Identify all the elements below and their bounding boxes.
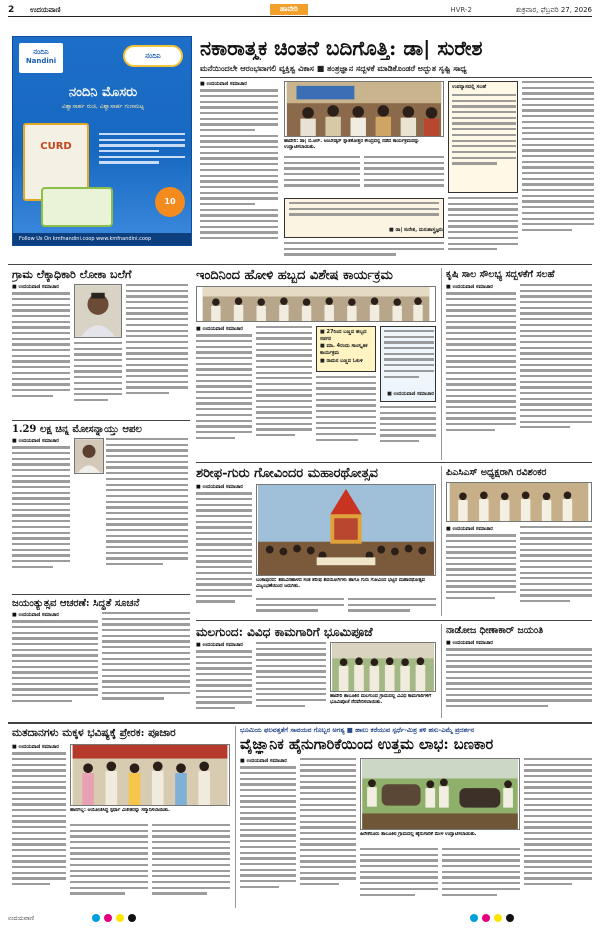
lead-column-6 xyxy=(522,81,594,261)
nandini-badge: ನಂದಿನಿ xyxy=(123,45,183,67)
nadoja-divider xyxy=(441,624,442,718)
children-headline: ಮತದಾನಗಳು ಮಕ್ಕಳ ಭವಿಷ್ಯಕ್ಕೆ ಪ್ರೇರಕ: ಪೂಜಾರ xyxy=(12,727,176,739)
village-headline: ಗ್ರಾಮ ಲೆಕ್ಕಾಧಿಕಾರಿ ಲೋಕಾ ಬಲೆಗೆ xyxy=(12,268,132,281)
holi-dateline: ■ ಉದಯವಾಣಿ ಸಮಾಚಾರ xyxy=(196,326,243,332)
children-photo-caption: ಹಾನಗಲ್ಲ: ಆಯೋಜಿಸಿದ್ದ ಸ್ಪರ್ಧಾ ವಿಜೇತರನ್ನು ಸನ್ಮಾನಿಸಲಾಯಿತು. xyxy=(70,808,170,813)
nadoja-column-1 xyxy=(446,640,592,718)
pcs-column-1 xyxy=(446,526,516,616)
nandini-curd-advertisement xyxy=(12,36,192,246)
krishi-headline: ಕೃಷಿ ಸಾಲ ಸೌಲಭ್ಯ ಸದ್ಬಳಕೆಗೆ ಸಲಹೆ xyxy=(446,269,555,280)
holi-quote-signature: ■ ಉದಯವಾಣಿ ಸಮಾಚಾರ xyxy=(387,391,434,397)
sharif-dateline: ■ ಉದಯವಾಣಿ ಸಮಾಚಾರ xyxy=(196,484,243,490)
pcs-headline: ಪಿಎಸಿಎಸ್ ಅಧ್ಯಕ್ಷರಾಗಿ ರವಿಶಂಕರ xyxy=(446,467,547,478)
holi-column-1 xyxy=(196,326,252,458)
sharif-chariot-photo xyxy=(256,484,436,576)
ad-bullets xyxy=(99,133,185,167)
pcs-photo xyxy=(446,482,592,522)
lead-sidebar-box xyxy=(448,81,518,193)
lead-column-5 xyxy=(448,197,518,261)
malagunda-photo-caption: ಹಾವೇರಿ ತಾಲೂಕಿನ ಮಲಗುಂದ ಗ್ರಾಮದಲ್ಲಿ ವಿವಿಧ ಕಾಮಗಾರಿಗಳಿಗೆ ಭೂಮಿಪೂಜೆ ನೆರವೇರಿಸಲಾಯಿತು. xyxy=(330,694,432,705)
page-folio: ಉದಯವಾಣಿ xyxy=(8,915,35,922)
holi-info-box xyxy=(316,326,376,372)
section-rule-2 xyxy=(196,462,592,463)
fraud-column-1 xyxy=(12,438,70,590)
lead-rule xyxy=(200,77,592,78)
page-header xyxy=(8,3,592,17)
children-dateline: ■ ಉದಯವಾಣಿ ಸಮಾಚಾರ xyxy=(12,744,59,750)
malagunda-photo xyxy=(330,642,436,692)
krishi-divider xyxy=(441,268,442,460)
pcs-column-2 xyxy=(520,526,592,616)
farming-kicker: ಭೂಮಿಯ ಫಲವತ್ತತೆಗೆ ಸಾವಯವ ಗೊಬ್ಬರ ಅಗತ್ಯ ■ ಹಾಲು ಕರೆಯುವ ಸ್ಪರ್ಧೆ-ಮಿಶ್ರ ತಳಿ ಹಸು-ಎಮ್ಮೆ ಪ್ರದರ್ಶನ xyxy=(240,726,475,734)
sharif-headline: ಶರೀಫ-ಗುರು ಗೋವಿಂದರ ಮಹಾರಥೋತ್ಸವ xyxy=(196,466,378,481)
malagunda-column-1 xyxy=(196,642,252,718)
sharif-column-3 xyxy=(348,598,436,618)
farming-column-2 xyxy=(300,758,356,908)
krishi-dateline: ■ ಉದಯವಾಣಿ ಸಮಾಚಾರ xyxy=(446,284,493,290)
farming-photo-caption: ಹಿರೇಕೆರೂರು ತಾಲೂಕಿನ ಗ್ರಾಮದಲ್ಲಿ ಹೈನುಗಾರಿಕೆ ಮೇಳ ಉದ್ಘಾಟಿಸಲಾಯಿತು. xyxy=(360,832,477,837)
fraud-column-2 xyxy=(106,438,188,590)
edition-code: HVR-2 xyxy=(450,6,472,14)
product-name: CURD xyxy=(40,141,72,152)
holi-column-3 xyxy=(316,376,376,458)
page-number: 2 xyxy=(8,5,15,15)
lead-subhead: ಮನೆಯಿಂದಲೇ ಆರಂಭವಾಗಲಿ ವ್ಯಕ್ತಿತ್ವ ವಿಕಾಸ ■ ತಂತ್ರಜ್ಞಾನ ಸದ್ಬಳಕೆ ಮಾಡಿಕೊಂಡರೆ ಅದ್ಭುತ ಸೃಷ್ಟಿ ಸಾಧ್ಯ xyxy=(200,64,467,73)
section-rule-1 xyxy=(8,264,592,265)
village-dateline: ■ ಉದಯವಾಣಿ ಸಮಾಚಾರ xyxy=(12,284,59,290)
children-photo xyxy=(70,744,230,806)
village-column-1 xyxy=(12,284,70,416)
fraud-headline: 1.29 ಲಕ್ಷ ಚಿನ್ನ ಮೋಸನ್ನಾಯ್ತು ಆಪಲ xyxy=(12,424,142,435)
curd-cup-image xyxy=(41,187,113,227)
lead-photo-caption: ಹಾವೇರಿ: ಡಾ| ಬಿ.ಆರ್. ಅಂಬೇಡ್ಕರ್ ಸ್ನಾತಕೋತ್ತರ ಕೇಂದ್ರದಲ್ಲಿ ನಡೆದ ಕಾರ್ಯಕ್ರಮವನ್ನು ಉದ್ಘಾಟಿಸಲಾಯಿತು. xyxy=(284,139,420,150)
lead-quote-box xyxy=(284,198,444,238)
ad-subline: ವಿಶ್ವಾಸಾರ್ಹ ರುಚಿ, ವಿಶ್ವಾಸಾರ್ಹ ಗುಣಮಟ್ಟ xyxy=(61,103,145,110)
children-column-2 xyxy=(70,824,148,908)
ad-tagline: ನಂದಿನಿ ಮೊಸರು xyxy=(68,85,138,100)
holi-box-item-2: ■ ಮಾ. 4ರಂದು ಸಾಂಸ್ಕೃತಿಕ ಕಾರ್ಯಕ್ರಮ xyxy=(320,343,368,356)
holi-headline: ಇಂದಿನಿಂದ ಹೋಳಿ ಹಬ್ಬದ ವಿಶೇಷ ಕಾರ್ಯಕ್ರಮ xyxy=(196,268,393,283)
holi-photo xyxy=(196,286,436,322)
lead-column-3 xyxy=(364,156,444,196)
lead-column-1 xyxy=(200,81,278,261)
farming-column-3 xyxy=(360,848,438,908)
nadoja-headline: ನಾಡೋಜ ಧೀಣಾಕಾರ್ ಜಯಂತಿ xyxy=(446,625,544,636)
lead-column-2 xyxy=(284,156,360,196)
village-column-2 xyxy=(126,284,188,416)
holi-quote-box xyxy=(380,326,436,402)
ad-footer: Follow Us On kmfnandini.coop www.kmfnandini.coop xyxy=(13,233,192,245)
farming-headline: ವೈಜ್ಞಾನಿಕ ಹೈನುಗಾರಿಕೆಯಿಂದ ಉತ್ತಮ ಲಾಭ: ಬಣಕಾರ xyxy=(240,736,494,753)
sharif-column-2 xyxy=(256,598,344,618)
paper-name: ಉದಯವಾಣಿ xyxy=(30,6,61,14)
pcs-divider xyxy=(441,466,442,616)
lead-sidebar-text xyxy=(452,94,516,190)
lead-column-4 xyxy=(284,242,444,262)
farming-column-4 xyxy=(442,848,520,908)
farming-dateline: ■ ಉದಯವಾಣಿ ಸಮಾಚಾರ xyxy=(240,758,287,764)
issue-date: ಶುಕ್ರವಾರ, ಫೆಬ್ರವರಿ 27, 2026 xyxy=(515,6,592,14)
holi-quote-text xyxy=(384,330,434,390)
lead-photo xyxy=(284,81,444,137)
malagunda-dateline: ■ ಉದಯವಾಣಿ ಸಮಾಚಾರ xyxy=(196,642,243,648)
registration-marks xyxy=(0,912,600,924)
holi-column-2 xyxy=(256,326,312,458)
holi-column-4 xyxy=(380,406,436,458)
lead-dateline: ■ ಉದಯವಾಣಿ ಸಮಾಚಾರ xyxy=(200,81,247,87)
children-column-1 xyxy=(12,744,66,908)
lead-sidebar-title: ಉಪನ್ಯಾಸದಲ್ಲಿ ಸಲಹೆ xyxy=(452,84,487,90)
village-column-3 xyxy=(74,342,122,416)
section-rule-3 xyxy=(196,620,592,621)
jayanti-column-2 xyxy=(102,612,190,716)
nadoja-dateline: ■ ಉದಯವಾಣಿ ಸಮಾಚಾರ xyxy=(446,640,493,646)
jayanti-column-1 xyxy=(12,612,98,716)
sharif-photo-caption: ಬಂಕಾಪುರದ: ಶಿಶುವಿನಹಾಳದ ಸಂತ ಶರೀಫ ಶಿವಯೋಗಿಗಳು ಹಾಗೂ ಗುರು ಗೋವಿಂದ ಭಟ್ಟರ ಮಹಾರಥೋತ್ಸವ ವಿಜೃಂಭಣೆಯಿಂದ ಜರುಗಿತು. xyxy=(256,578,425,589)
offer-badge: 10 xyxy=(155,187,185,217)
malagunda-column-2 xyxy=(256,642,326,718)
district-tag: ಹಾವೇರಿ xyxy=(270,4,308,15)
jayanti-rule xyxy=(12,594,190,595)
holi-box-item-1: ■ 27ರಿಂದ ಬಣ್ಣದ ಹಬ್ಬದ ಸಡಗರ xyxy=(320,329,367,342)
holi-box-item-3: ■ ರಾಮನ ಬಣ್ಣದ ಓಕುಳಿ xyxy=(320,358,363,364)
children-column-3 xyxy=(152,824,230,908)
lead-quote-signature: ■ ಡಾ| ಸುರೇಶ, ಮನಃಶಾಸ್ತ್ರಜ್ಞರು xyxy=(389,227,443,233)
lead-quote-text xyxy=(289,202,439,226)
sharif-column-1 xyxy=(196,484,252,618)
village-photo xyxy=(74,284,122,338)
farming-divider xyxy=(235,726,236,908)
farming-photo xyxy=(360,758,520,830)
pcs-dateline: ■ ಉದಯವಾಣಿ ಸಮಾಚಾರ xyxy=(446,526,493,532)
fraud-rule xyxy=(12,420,190,421)
lead-headline: ನಕಾರಾತ್ಮಕ ಚಿಂತನೆ ಬದಿಗೊತ್ತಿ: ಡಾ| ಸುರೇಶ xyxy=(200,36,483,60)
krishi-column-1 xyxy=(446,284,516,460)
fraud-dateline: ■ ಉದಯವಾಣಿ ಸಮಾಚಾರ xyxy=(12,438,59,444)
nandini-logo: ನಂದಿನಿ Nandini xyxy=(19,43,63,73)
krishi-column-2 xyxy=(520,284,592,460)
section-rule-4 xyxy=(8,722,592,724)
farming-column-1 xyxy=(240,758,296,908)
jayanti-headline: ಜಯಂತ್ಯುತ್ಸವ ಆಚರಣೆ: ಸಿದ್ಧತೆ ಸೂಚನೆ xyxy=(12,598,140,609)
malagunda-headline: ಮಲಗುಂದ: ವಿವಿಧ ಕಾಮಗಾರಿಗೆ ಭೂಮಿಪೂಜೆ xyxy=(196,625,373,639)
farming-column-5 xyxy=(524,758,592,908)
jayanti-dateline: ■ ಉದಯವಾಣಿ ಸಮಾಚಾರ xyxy=(12,612,59,618)
fraud-photo xyxy=(74,438,104,474)
